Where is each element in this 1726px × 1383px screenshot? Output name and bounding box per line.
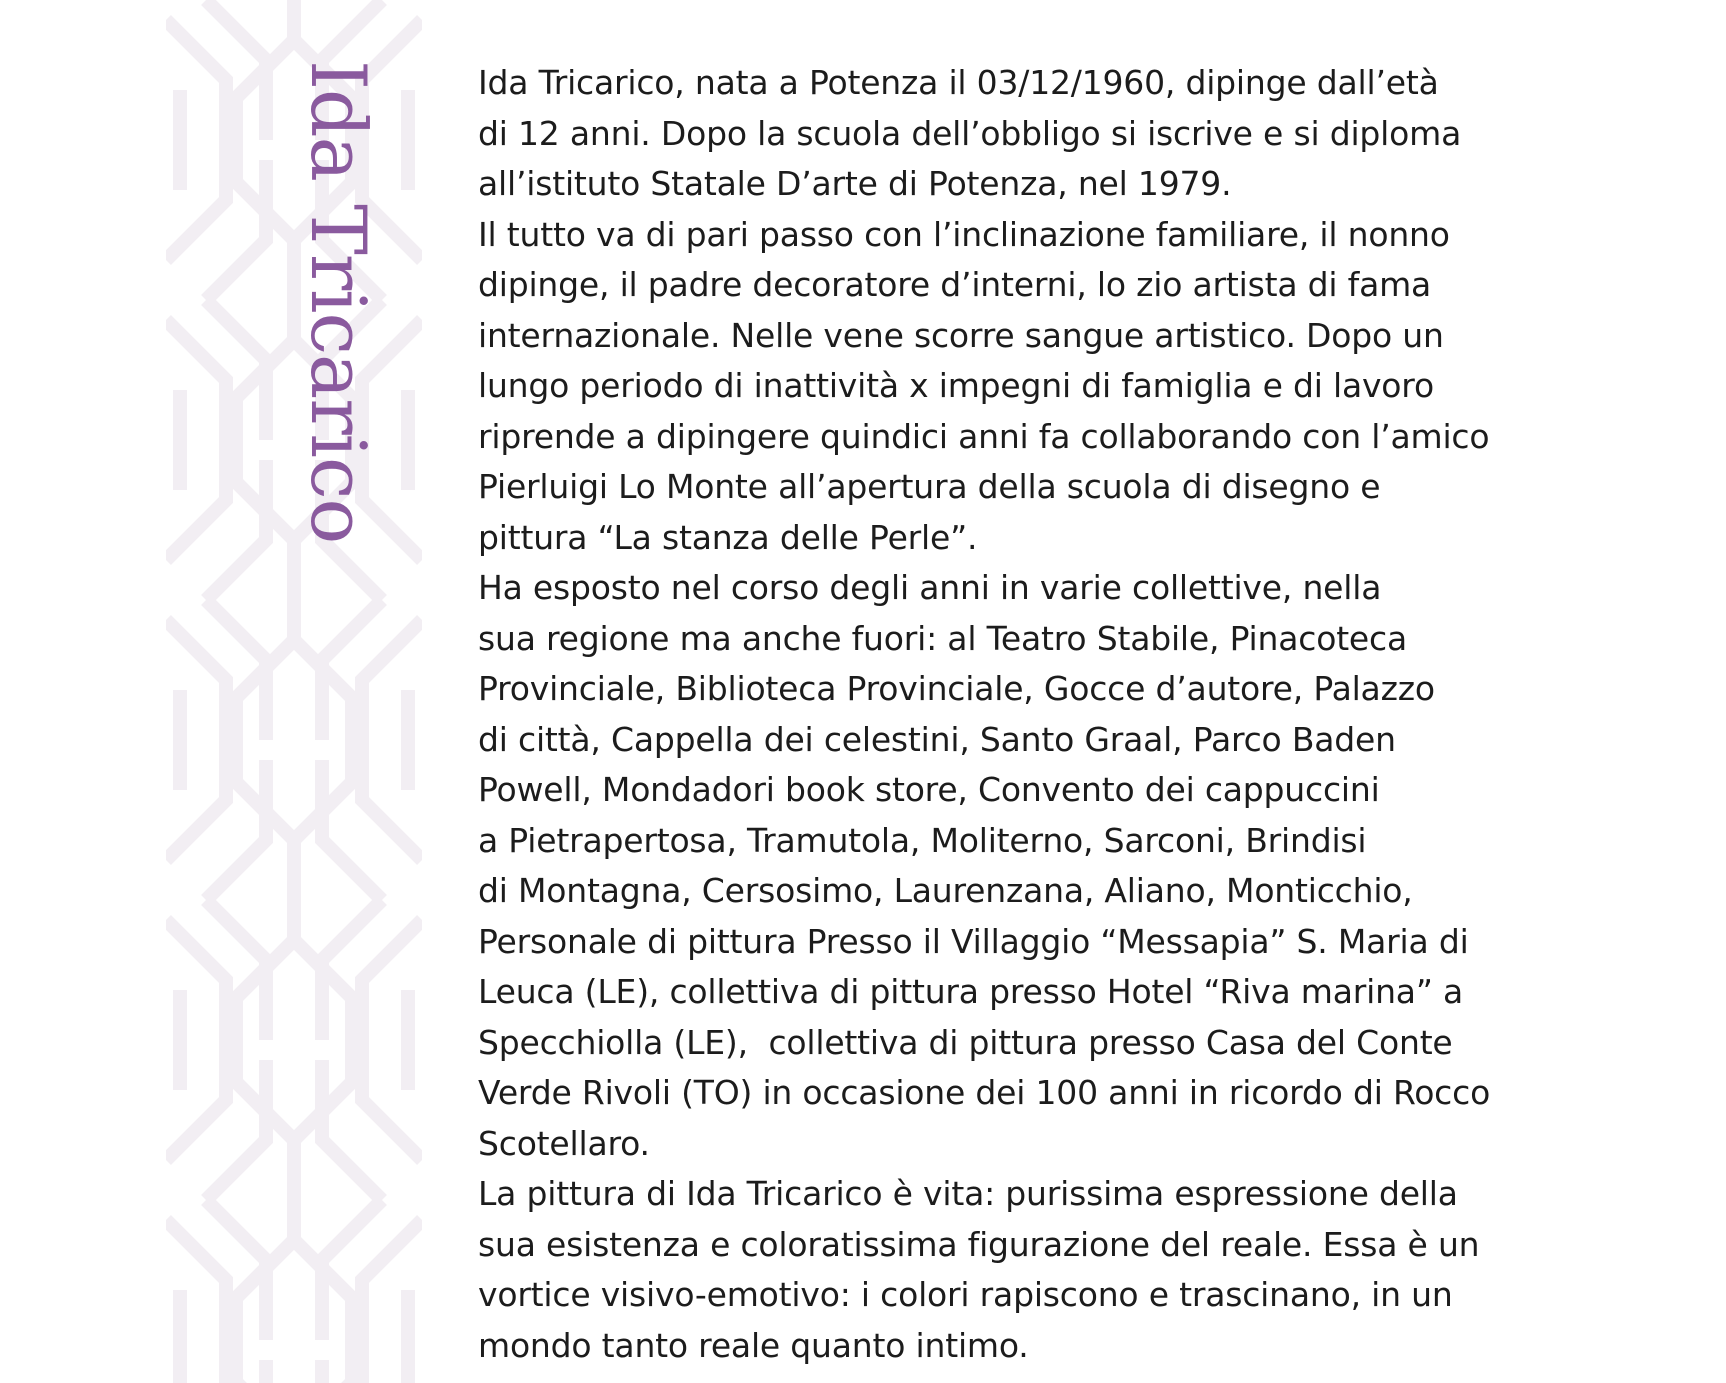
bio-line: lungo periodo di inattività x impegni di famiglia e di lavoro — [478, 366, 1434, 405]
biography-text — [478, 58, 1538, 1371]
bio-line: a Pietrapertosa, Tramutola, Moliterno, Sarconi, Brindisi — [478, 820, 1367, 860]
bio-line: Pierluigi Lo Monte all’apertura della scuola di disegno e — [478, 467, 1381, 506]
bio-line: Powell, Mondadori book store, Convento dei cappuccini — [478, 770, 1380, 809]
bio-line: riprende a dipingere quindici anni fa collaborando con l’amico — [478, 416, 1490, 456]
bio-line: Specchiolla (LE), collettiva di pittura presso Casa del Conte — [478, 1022, 1453, 1062]
bio-line: sua regione ma anche fuori: al Teatro Stabile, Pinacoteca — [478, 618, 1408, 658]
vertical-title-container — [294, 60, 383, 544]
bio-line: Verde Rivoli (TO) in occasione dei 100 anni in ricordo di Rocco — [478, 1073, 1491, 1112]
bio-line: internazionale. Nelle vene scorre sangue artistico. Dopo un — [478, 315, 1444, 355]
bio-line: di città, Cappella dei celestini, Santo Graal, Parco Baden — [478, 719, 1396, 759]
bio-line: di 12 anni. Dopo la scuola dell’obbligo si iscrive e si diploma — [478, 113, 1462, 153]
bio-line: all’istituto Statale D’arte di Potenza, nel 1979. — [478, 164, 1232, 203]
bio-line: vortice visivo-emotivo: i colori rapiscono e trascinano, in un — [478, 1275, 1453, 1314]
bio-line: Ida Tricarico, nata a Potenza il 03/12/1960, dipinge dall’età — [478, 63, 1439, 102]
bio-line: di Montagna, Cersosimo, Laurenzana, Aliano, Monticchio, — [478, 871, 1413, 910]
bio-line: dipinge, il padre decoratore d’interni, lo zio artista di fama — [478, 265, 1432, 304]
bio-line: La pittura di Ida Tricarico è vita: purissima espressione della — [478, 1174, 1458, 1213]
bio-line: Personale di pittura Presso il Villaggio “Messapia” S. Maria di — [478, 921, 1469, 961]
bio-line: Provinciale, Biblioteca Provinciale, Gocce d’autore, Palazzo — [478, 669, 1435, 708]
bio-line: Ha esposto nel corso degli anni in varie collettive, nella — [478, 568, 1382, 607]
bio-line: Leuca (LE), collettiva di pittura presso Hotel “Riva marina” a — [478, 972, 1464, 1011]
bio-line: Scotellaro. — [478, 1123, 650, 1163]
bio-line: Il tutto va di pari passo con l’inclinazione familiare, il nonno — [478, 214, 1450, 254]
artist-name-title: Ida Tricarico — [294, 60, 383, 544]
bio-line: sua esistenza e coloratissima figurazione del reale. Essa è un — [478, 1224, 1480, 1264]
bio-line: mondo tanto reale quanto intimo. — [478, 1325, 1029, 1365]
bio-line: pittura “La stanza delle Perle”. — [478, 517, 978, 557]
